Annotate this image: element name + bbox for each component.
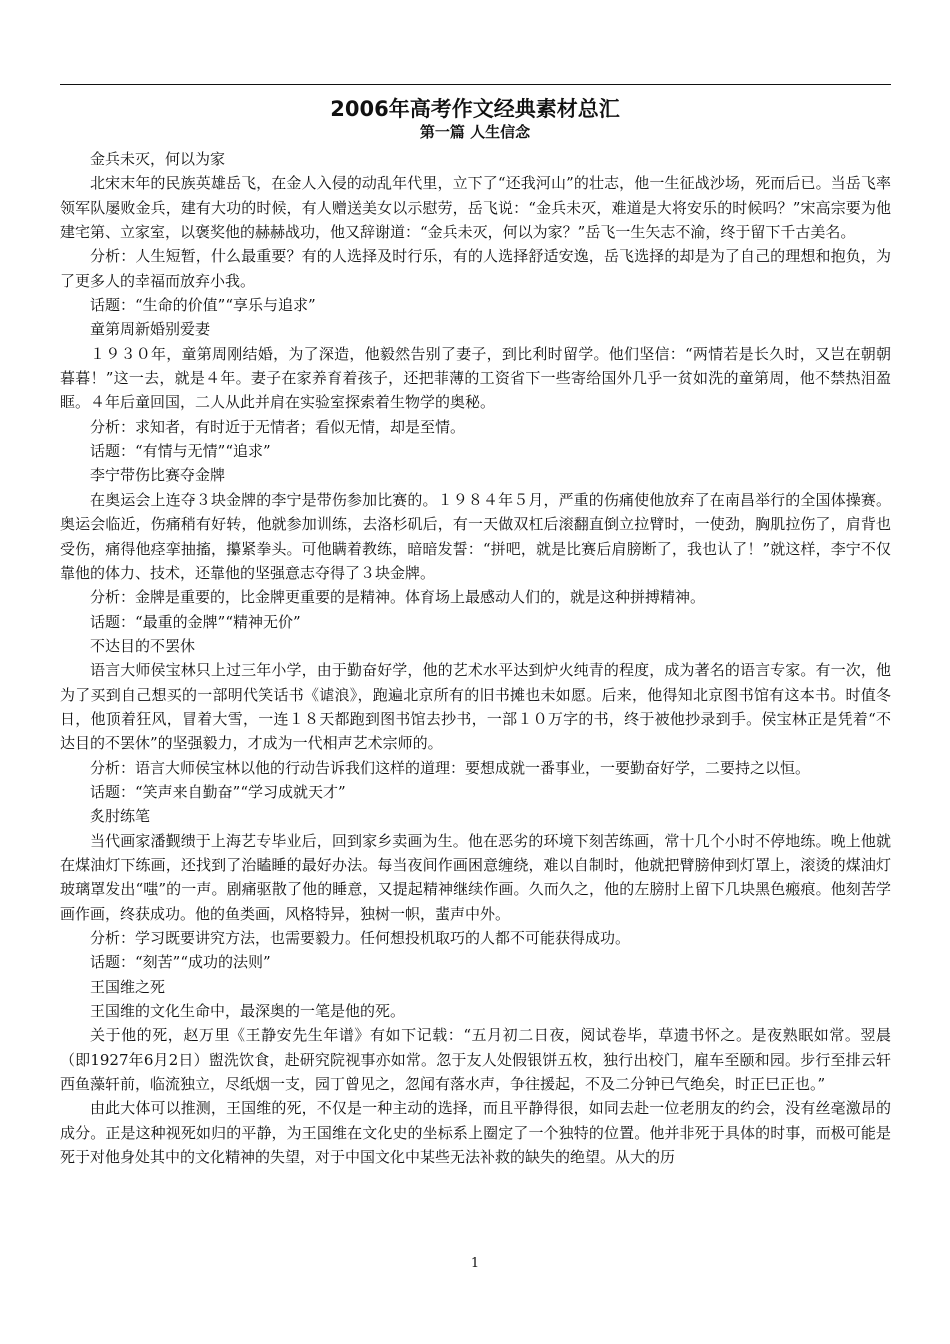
paragraph: 李宁带伤比赛夺金牌 bbox=[90, 466, 226, 485]
paragraph: 话题：“有情与无情”“追求” bbox=[90, 442, 271, 461]
paragraph: 童第周新婚别爱妻 bbox=[90, 320, 211, 339]
paragraph: 由此大体可以推测，王国维的死，不仅是一种主动的选择，而且平静得很，如同去赴一位老朋友的约会，没有丝毫激昂的成分。正是这种视死如归的平静，为王国维在文化史的坐标系上圈定了一个独特的位置。他并非死于具体的时事，而极可能是死于对他身处其中的文化精神的失望，对于中国文化中某些无法补救的缺失的绝望。从大的历 bbox=[60, 1099, 891, 1167]
page-title: 2006年高考作文经典素材总汇 bbox=[330, 97, 620, 121]
paragraph: 不达目的不罢休 bbox=[90, 636, 196, 655]
header-rule bbox=[60, 84, 891, 85]
paragraph: １９３０年，童第周刚结婚，为了深造，他毅然告别了妻子，到比利时留学。他们坚信：“两情若是长久时，又岂在朝朝暮暮！”这一去，就是４年。妻子在家养育着孩子，还把菲薄的工资省下一些寄给国外几乎一贫如洗的童第周，他不禁热泪盈眶。４年后童回国，二人从此并肩在实验室探索着生物学的奥秘。 bbox=[60, 344, 891, 412]
paragraph: 话题：“生命的价值”“享乐与追求” bbox=[90, 296, 316, 315]
page-number: 1 bbox=[470, 1256, 480, 1271]
paragraph: 话题：“刻苦”“成功的法则” bbox=[90, 953, 271, 972]
paragraph: 王国维的文化生命中，最深奥的一笔是他的死。 bbox=[90, 1002, 406, 1021]
paragraph: 话题：“最重的金牌”“精神无价” bbox=[90, 612, 301, 631]
paragraph: 关于他的死，赵万里《王静安先生年谱》有如下记载：“五月初二日夜，阅试卷毕，草遗书怀之。是夜熟眠如常。翌晨（即1927年6月2日）盥洗饮食，赴研究院视事亦如常。忽于友人处假银饼五枚，独行出校门，雇车至颐和园。步行至排云轩西鱼藻轩前，临流独立，尽纸烟一支，园丁曾见之，忽闻有落水声，争往援起，不及二分钟已气绝矣，时正巳正也。” bbox=[60, 1026, 891, 1094]
chapter-title: 第一篇 人生信念 bbox=[419, 123, 531, 141]
paragraph: 王国维之死 bbox=[90, 977, 166, 996]
paragraph: 分析：语言大师侯宝林以他的行动告诉我们这样的道理：要想成就一番事业，一要勤奋好学，二要持之以恒。 bbox=[90, 758, 811, 777]
paragraph: 分析：学习既要讲究方法，也需要毅力。任何想投机取巧的人都不可能获得成功。 bbox=[90, 929, 631, 947]
paragraph: 分析：人生短暂，什么最重要？有的人选择及时行乐，有的人选择舒适安逸，岳飞选择的却是为了自己的理想和抱负，为了更多人的幸福而放弃小我。 bbox=[60, 247, 891, 290]
paragraph: 在奥运会上连夺３块金牌的李宁是带伤参加比赛的。１９８４年５月，严重的伤痛使他放弃了在南昌举行的全国体操赛。奥运会临近，伤痛稍有好转，他就参加训练，去洛杉矶后，有一天做双杠后滚翻直倒立拉臂时，一使劲，胸肌拉伤了，肩背也受伤，痛得他痉挛抽搐，攥紧拳头。可他瞒着教练，暗暗发誓：“拼吧，就是比赛后肩膀断了，我也认了！”就这样，李宁不仅靠他的体力、技术，还靠他的坚强意志夺得了３块金牌。 bbox=[60, 490, 891, 582]
paragraph: 话题：“笑声来自勤奋”“学习成就天才” bbox=[90, 782, 346, 801]
paragraph: 语言大师侯宝林只上过三年小学，由于勤奋好学，他的艺术水平达到炉火纯青的程度，成为著名的语言专家。有一次，他为了买到自己想买的一部明代笑话书《谑浪》，跑遍北京所有的旧书摊也未如愿。后来，他得知北京图书馆有这本书。时值冬日，他顶着狂风，冒着大雪，一连１８天都跑到图书馆去抄书，一部１０万字的书，终于被他抄录到手。侯宝林正是凭着“不达目的不罢休”的坚强毅力，才成为一代相声艺术宗师的。 bbox=[60, 661, 891, 753]
paragraph: 当代画家潘觐缋于上海艺专毕业后，回到家乡卖画为生。他在恶劣的环境下刻苦练画，常十几个小时不停地练。晚上他就在煤油灯下练画，还找到了治瞌睡的最好办法。每当夜间作画困意缠绕，难以自制时，他就把臂膀伸到灯罩上，滚烫的煤油灯玻璃罩发出“嗤”的一声。剧痛驱散了他的睡意，又提起精神继续作画。久而久之，他的左膀肘上留下几块黑色瘢痕。他刻苦学画作画，终获成功。他的鱼类画，风格特异，独树一帜，蜚声中外。 bbox=[60, 831, 891, 923]
paragraph: 分析：金牌是重要的，比金牌更重要的是精神。体育场上最感动人们的，就是这种拼搏精神。 bbox=[90, 588, 706, 607]
paragraph: 金兵未灭，何以为家 bbox=[90, 150, 226, 168]
paragraph: 北宋末年的民族英雄岳飞，在金人入侵的动乱年代里，立下了“还我河山”的壮志，他一生征战沙场，死而后已。当岳飞率领军队屡败金兵，建有大功的时候，有人赠送美女以示慰劳，岳飞说：“金兵未灭，难道是大将安乐的时候吗？”宋高宗要为他建宅第、立家室，以褒奖他的赫赫战功，他又辞谢道：“金兵未灭，何以为家？”岳飞一生矢志不渝，终于留下千古美名。 bbox=[60, 174, 891, 242]
paragraph: 炙肘练笔 bbox=[90, 807, 151, 826]
document-body bbox=[60, 147, 891, 1169]
paragraph: 分析：求知者，有时近于无情者；看似无情，却是至情。 bbox=[90, 417, 466, 436]
